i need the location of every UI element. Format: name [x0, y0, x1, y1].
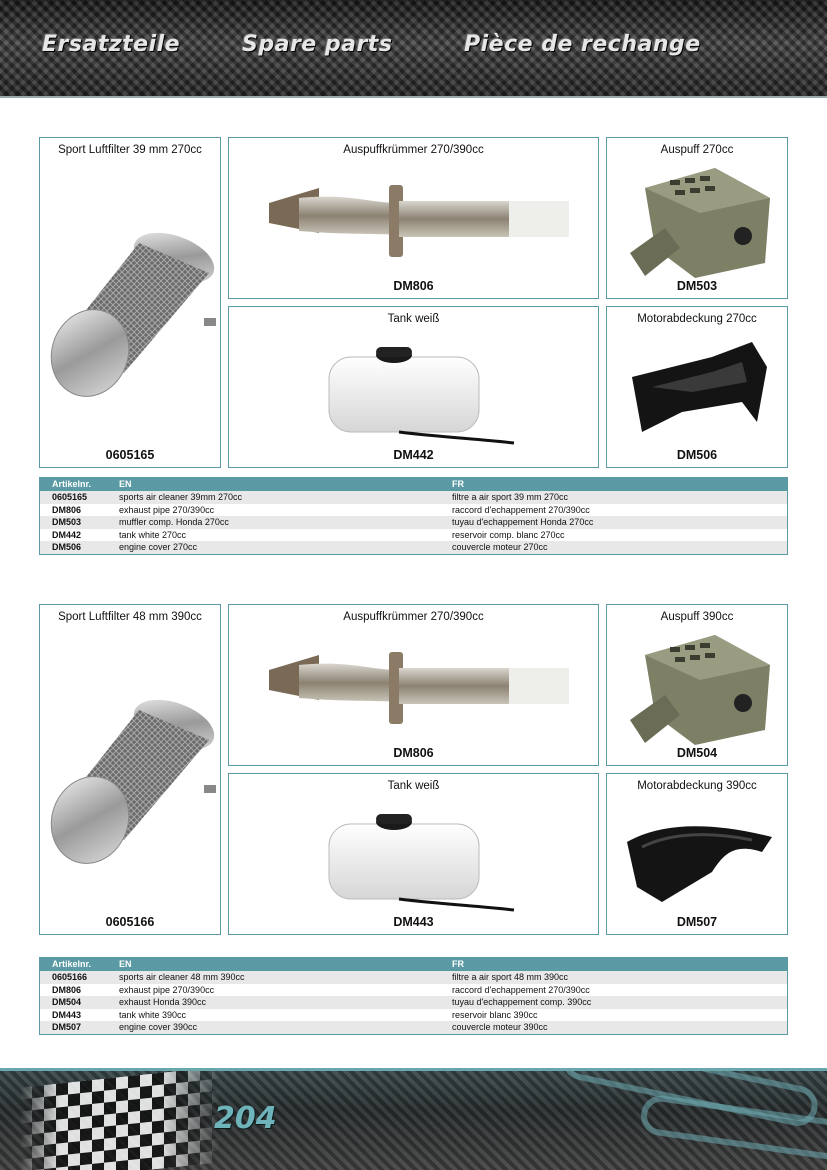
cell-fr: tuyau d'echappement comp. 390cc — [452, 997, 592, 1008]
cell-fr: reservoir blanc 390cc — [452, 1009, 538, 1020]
cell-en: engine cover 390cc — [119, 1022, 198, 1033]
table-row — [40, 1021, 787, 1034]
header-title-en: Spare parts — [242, 32, 393, 57]
product-box-muffler — [606, 604, 788, 766]
product-box-engine-cover — [606, 773, 788, 935]
page-number: 204 — [214, 1101, 277, 1136]
table-header — [40, 958, 787, 971]
checkered-flag-graphic — [20, 1068, 220, 1170]
parts-table-270cc — [39, 477, 788, 555]
product-title: Auspuffkrümmer 270/390cc — [343, 144, 484, 156]
cell-en: exhaust pipe 270/390cc — [119, 984, 215, 995]
fuel-tank-image — [319, 337, 519, 447]
cell-article: DM506 — [52, 542, 82, 553]
muffler-image — [625, 158, 775, 278]
cell-fr: filtre a air sport 39 mm 270cc — [452, 492, 569, 502]
product-title: Auspuffkrümmer 270/390cc — [343, 611, 484, 623]
table-row — [40, 1009, 787, 1022]
cell-article: DM806 — [52, 984, 82, 995]
table-row — [40, 516, 787, 529]
col-header-article: Artikelnr. — [52, 479, 92, 489]
cell-article: 0605165 — [52, 492, 88, 502]
product-code: DM503 — [676, 279, 718, 293]
table-body — [40, 491, 787, 554]
cell-en: engine cover 270cc — [119, 542, 198, 553]
product-title: Motorabdeckung 390cc — [637, 780, 757, 792]
table-row — [40, 971, 787, 984]
fuel-tank-image — [319, 804, 519, 914]
col-header-en: EN — [119, 959, 132, 969]
engine-cover-image — [622, 337, 772, 437]
product-code: 0605165 — [105, 448, 155, 462]
product-title: Auspuff 270cc — [660, 144, 734, 156]
col-header-article: Artikelnr. — [52, 959, 92, 969]
cell-article: DM806 — [52, 504, 82, 515]
product-code: DM507 — [676, 915, 718, 929]
table-row — [40, 541, 787, 554]
product-code: DM506 — [676, 448, 718, 462]
product-code: 0605166 — [105, 915, 155, 929]
cell-fr: tuyau d'echappement Honda 270cc — [452, 517, 594, 528]
product-title: Tank weiß — [387, 313, 440, 325]
cell-article: DM504 — [52, 997, 82, 1008]
cell-fr: raccord d'echappement 270/390cc — [452, 504, 590, 515]
product-title: Motorabdeckung 270cc — [637, 313, 757, 325]
col-header-fr: FR — [452, 479, 464, 489]
product-title: Sport Luftfilter 48 mm 390cc — [58, 611, 202, 623]
header-title-fr: Pièce de rechange — [464, 32, 701, 57]
cell-fr: filtre a air sport 48 mm 390cc — [452, 972, 569, 982]
product-title: Sport Luftfilter 39 mm 270cc — [58, 144, 202, 156]
cell-article: 0605166 — [52, 972, 88, 982]
cell-article: DM443 — [52, 1009, 82, 1020]
col-header-fr: FR — [452, 959, 464, 969]
product-box-exhaust-pipe — [228, 137, 599, 299]
product-title: Auspuff 390cc — [660, 611, 734, 623]
product-code: DM443 — [393, 915, 434, 929]
product-box-engine-cover — [606, 306, 788, 468]
cell-fr: reservoir comp. blanc 270cc — [452, 529, 565, 540]
product-title: Tank weiß — [387, 780, 440, 792]
product-box-tank — [228, 773, 599, 935]
page-footer — [0, 1068, 827, 1170]
exhaust-pipe-image — [259, 640, 579, 735]
cell-en: sports air cleaner 39mm 270cc — [119, 492, 243, 502]
air-filter-image — [44, 218, 218, 408]
table-body — [40, 971, 787, 1034]
engine-cover-image — [622, 812, 777, 907]
product-code: DM806 — [393, 279, 434, 293]
cell-en: exhaust pipe 270/390cc — [119, 504, 215, 515]
table-row — [40, 529, 787, 542]
page-header — [0, 0, 827, 98]
exhaust-pipe-image — [259, 173, 579, 268]
cell-article: DM442 — [52, 529, 82, 540]
muffler-image — [625, 625, 775, 745]
cell-fr: raccord d'echappement 270/390cc — [452, 984, 590, 995]
cell-fr: couvercle moteur 390cc — [452, 1022, 548, 1033]
product-box-air-filter — [39, 137, 221, 468]
cell-en: tank white 390cc — [119, 1009, 187, 1020]
cell-article: DM507 — [52, 1022, 82, 1033]
product-code: DM442 — [393, 448, 434, 462]
product-box-muffler — [606, 137, 788, 299]
table-header — [40, 478, 787, 491]
product-box-air-filter — [39, 604, 221, 935]
table-row — [40, 504, 787, 517]
cell-en: tank white 270cc — [119, 529, 187, 540]
product-code: DM504 — [676, 746, 718, 760]
col-header-en: EN — [119, 479, 132, 489]
table-row — [40, 491, 787, 504]
header-title-de: Ersatzteile — [42, 32, 181, 57]
table-row — [40, 996, 787, 1009]
product-box-exhaust-pipe — [228, 604, 599, 766]
parts-table-390cc — [39, 957, 788, 1035]
cell-article: DM503 — [52, 517, 82, 528]
air-filter-image — [44, 685, 218, 875]
cell-en: muffler comp. Honda 270cc — [119, 517, 229, 528]
table-row — [40, 984, 787, 997]
product-code: DM806 — [393, 746, 434, 760]
cell-en: sports air cleaner 48 mm 390cc — [119, 972, 245, 982]
product-box-tank — [228, 306, 599, 468]
cell-fr: couvercle moteur 270cc — [452, 542, 548, 553]
cell-en: exhaust Honda 390cc — [119, 997, 207, 1008]
